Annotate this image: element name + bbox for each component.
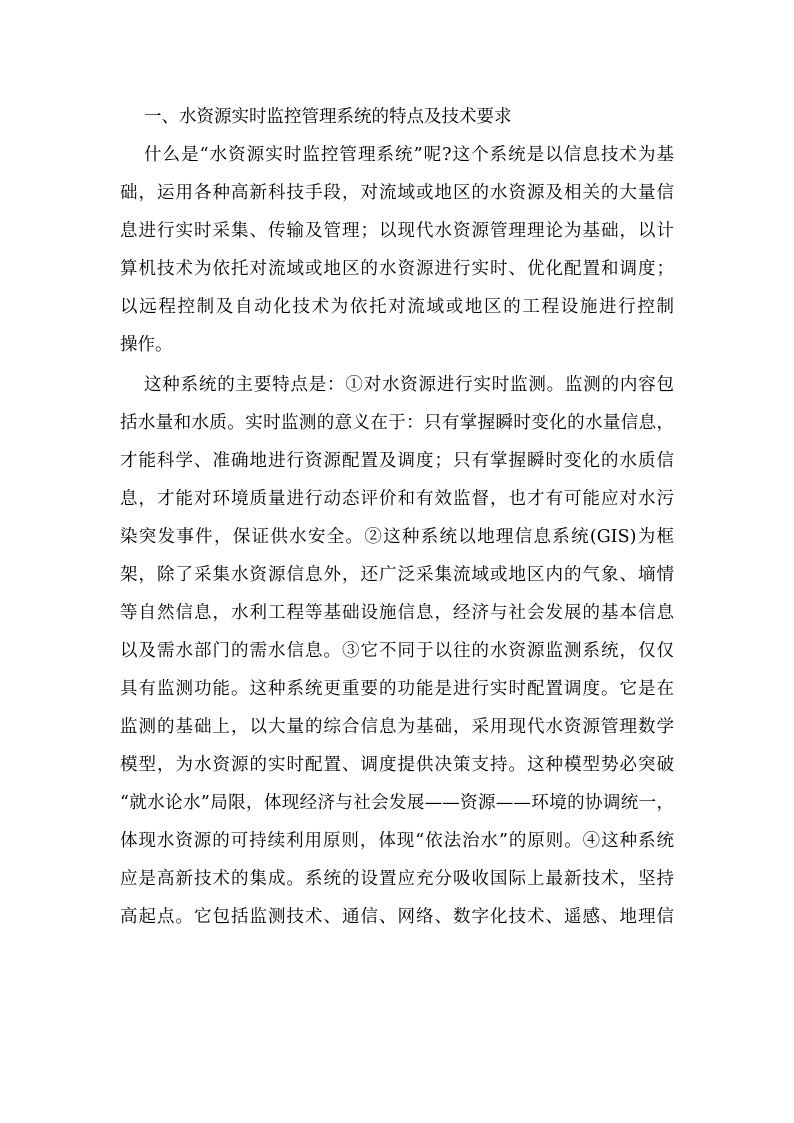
text-line: “就水论水”局限，体现经济与社会发展——资源——环境的协调统一， (120, 793, 674, 813)
text-line: 等自然信息，水利工程等基础设施信息，经济与社会发展的基本信息 (120, 603, 674, 623)
text-line: 监测的基础上，以大量的综合信息为基础，采用现代水资源管理数学 (120, 717, 674, 737)
section-heading: 一、水资源实时监控管理系统的特点及技术要求 (144, 107, 512, 127)
text-line: 高起点。它包括监测技术、通信、网络、数字化技术、遥感、地理信 (120, 907, 674, 927)
text-line: 这种系统的主要特点是：①对水资源进行实时监测。监测的内容包 (144, 375, 674, 395)
text-line: 以远程控制及自动化技术为依托对流域或地区的工程设施进行控制 (120, 297, 674, 317)
text-line: 息进行实时采集、传输及管理；以现代水资源管理理论为基础，以计 (120, 221, 674, 241)
text-line: 操作。 (120, 335, 173, 355)
text-line: 架，除了采集水资源信息外，还广泛采集流域或地区内的气象、墒情 (120, 565, 674, 585)
text-line: 染突发事件，保证供水安全。②这种系统以地理信息系统(GIS)为框 (120, 527, 674, 547)
text-line: 才能科学、准确地进行资源配置及调度；只有掌握瞬时变化的水质信 (120, 451, 674, 471)
text-line: 什么是“水资源实时监控管理系统”呢?这个系统是以信息技术为基 (144, 145, 674, 165)
text-line: 以及需水部门的需水信息。③它不同于以往的水资源监测系统，仅仅 (120, 641, 674, 661)
paragraph-features (120, 366, 674, 936)
document-body (120, 98, 674, 936)
text-line: 应是高新技术的集成。系统的设置应充分吸收国际上最新技术，坚持 (120, 869, 674, 889)
text-line: 息，才能对环境质量进行动态评价和有效监督，也才有可能应对水污 (120, 489, 674, 509)
text-line: 括水量和水质。实时监测的意义在于：只有掌握瞬时变化的水量信息， (120, 413, 674, 433)
text-line: 具有监测功能。这种系统更重要的功能是进行实时配置调度。它是在 (120, 679, 674, 699)
text-line: 础，运用各种高新科技手段，对流域或地区的水资源及相关的大量信 (120, 183, 674, 203)
text-line: 模型，为水资源的实时配置、调度提供决策支持。这种模型势必突破 (120, 755, 674, 775)
paragraph-definition (120, 136, 674, 364)
text-line: 体现水资源的可持续利用原则，体现“依法治水”的原则。④这种系统 (120, 831, 674, 851)
text-line: 算机技术为依托对流域或地区的水资源进行实时、优化配置和调度； (120, 259, 674, 279)
